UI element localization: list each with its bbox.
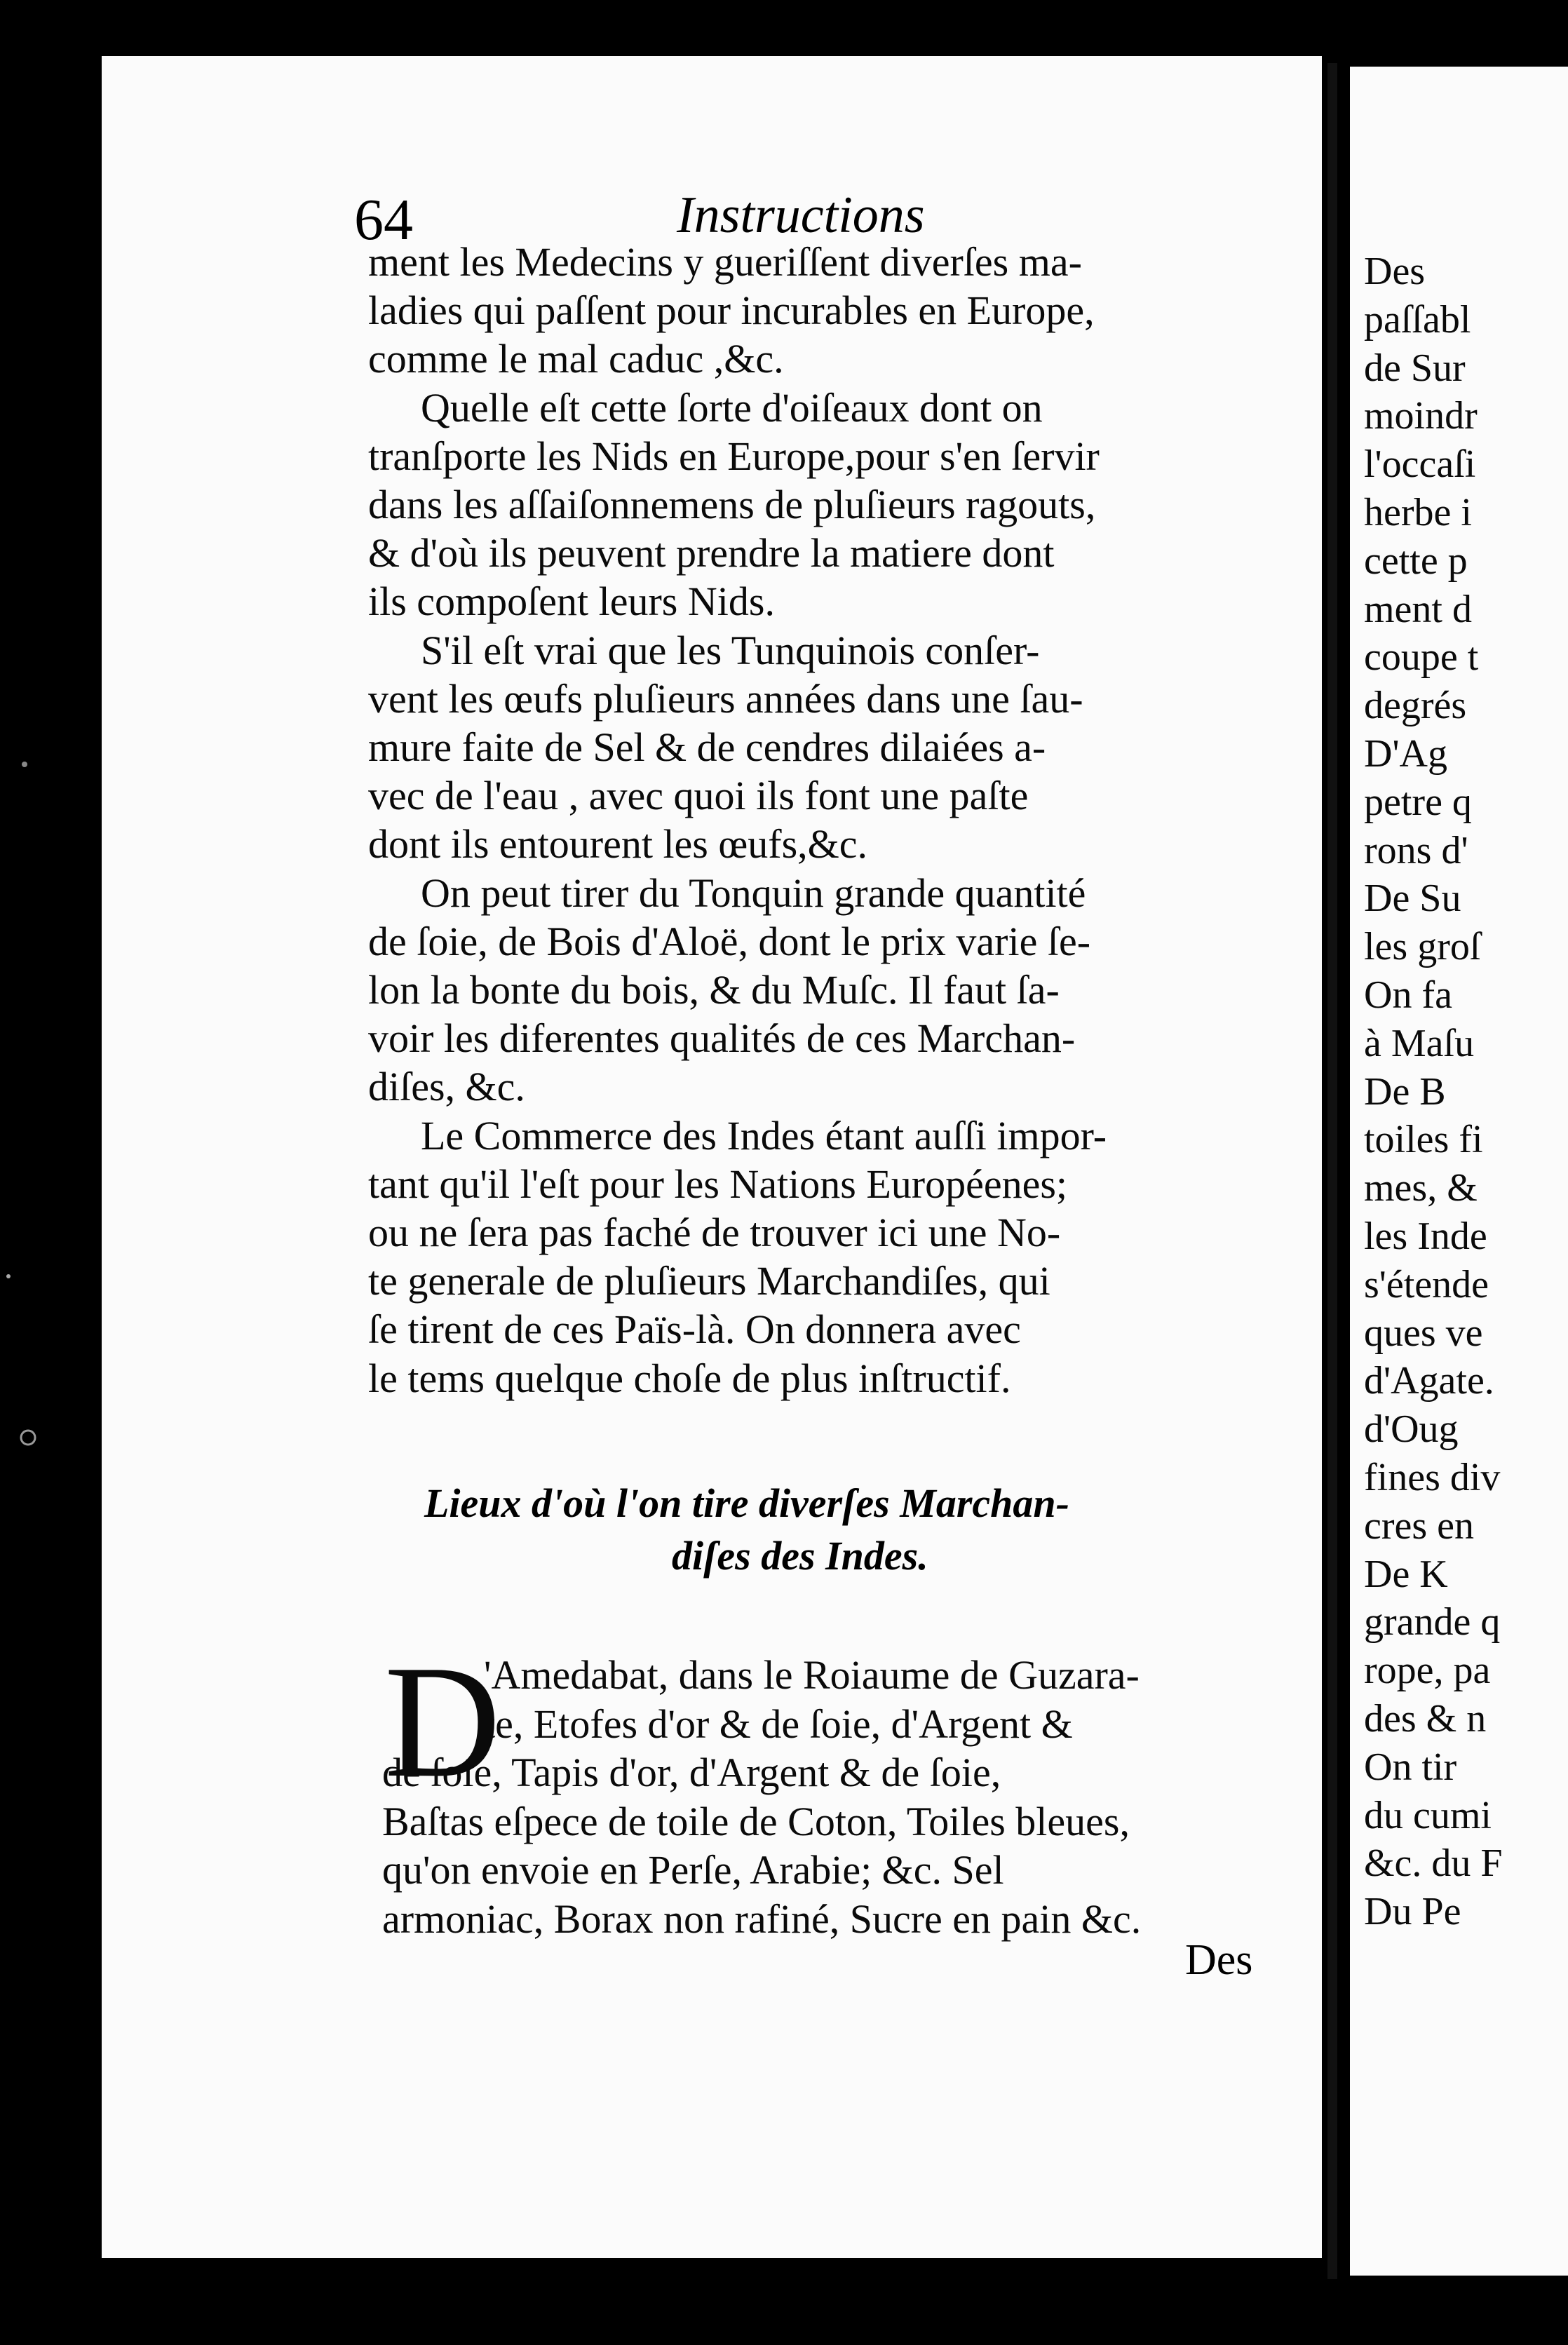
body-line: ils compoſent leurs Nids. (368, 579, 775, 625)
body-line: comme le mal caduc ,&c. (368, 336, 784, 382)
body-line: dans les aſſaiſonnemens de pluſieurs ragouts, (368, 482, 1096, 527)
right-page-line: &c. du F (1364, 1841, 1503, 1886)
right-page-line: du cumi (1364, 1793, 1492, 1837)
page-number: 64 (354, 187, 413, 252)
entry-line: te, Etofes d'or & de ſoie, d'Argent & (484, 1701, 1073, 1747)
right-page-line: les groſ (1364, 925, 1481, 969)
right-page-line: grande q (1364, 1600, 1501, 1644)
right-page-line: fines div (1364, 1456, 1501, 1499)
right-page-line: Du Pe (1364, 1890, 1461, 1934)
body-line: lon la bonte du bois, & du Muſc. Il faut ſa- (368, 967, 1060, 1013)
right-page-line: rons d' (1364, 828, 1468, 872)
right-page-line: s'étende (1364, 1262, 1489, 1306)
right-page-line: ques ve (1364, 1311, 1483, 1355)
right-page-line: On tir (1364, 1745, 1457, 1789)
right-page-line: coupe t (1364, 635, 1479, 680)
body-line: tranſporte les Nids en Europe,pour s'en ſervir (368, 433, 1100, 479)
right-page-line: De K (1364, 1552, 1448, 1596)
right-page-line: des & n (1364, 1697, 1487, 1741)
body-line: de ſoie, de Bois d'Aloë, dont le prix varie ſe- (368, 918, 1091, 964)
running-head: Instructions (677, 187, 925, 244)
right-page-line: les Inde (1364, 1215, 1487, 1258)
entry-line: Baſtas eſpece de toile de Coton, Toiles bleues, (382, 1798, 1130, 1844)
entry-line: de ſoie, Tapis d'or, d'Argent & de ſoie, (382, 1750, 1001, 1795)
right-page-line: rope, pa (1364, 1649, 1491, 1693)
body-line: mure faite de Sel & de cendres dilaiées a- (368, 724, 1046, 770)
body-line: voir les diferentes qualités de ces Marchan- (368, 1015, 1076, 1062)
body-line: On peut tirer du Tonquin grande quantité (421, 870, 1086, 916)
right-page-line: l'occaſi (1364, 442, 1476, 487)
right-page-line: De Su (1364, 877, 1461, 921)
body-line: Le Commerce des Indes étant auſſi impor- (421, 1112, 1107, 1158)
body-line: ment les Medecins y gueriſſent diverſes ma- (368, 239, 1082, 285)
body-line: Quelle eſt cette ſorte d'oiſeaux dont on (421, 384, 1043, 431)
body-line: dont ils entourent les œufs,&c. (368, 821, 868, 867)
right-page-line: petre q (1364, 780, 1472, 824)
body-line: ſe tirent de ces Païs-là. On donnera avec (368, 1306, 1021, 1353)
body-line: vec de l'eau , avec quoi ils font une paſte (368, 773, 1029, 819)
body-line: le tems quelque choſe de plus inſtructif. (368, 1355, 1011, 1401)
right-page-line: d'Agate. (1364, 1359, 1494, 1403)
right-page-line: degrés (1364, 684, 1467, 728)
right-page-line: cres en (1364, 1503, 1475, 1548)
entry-line: qu'on envoie en Perſe, Arabie; &c. Sel (382, 1847, 1004, 1893)
right-page-line: On fa (1364, 973, 1452, 1017)
drop-cap: D (384, 1632, 501, 1811)
right-page-line: de Sur (1364, 346, 1466, 390)
right-page (1350, 67, 1568, 2276)
right-page-line: De B (1364, 1069, 1446, 1114)
body-line: & d'où ils peuvent prendre la matiere dont (368, 530, 1055, 576)
body-line: S'il eſt vrai que les Tunquinois conſer- (421, 627, 1040, 673)
body-line: diſes, &c. (368, 1064, 525, 1110)
entry-line: armoniac, Borax non rafiné, Sucre en pain &c. (382, 1895, 1142, 1942)
right-page-line: mes, & (1364, 1166, 1478, 1210)
right-page-line: cette p (1364, 539, 1468, 583)
right-page-line: ment d (1364, 587, 1472, 631)
right-page-line: paſſabl (1364, 297, 1471, 342)
right-page-line: moindr (1364, 394, 1478, 438)
entry-line: 'Amedabat, dans le Roiaume de Guzara- (484, 1652, 1140, 1698)
right-page-line: D'Ag (1364, 732, 1447, 776)
body-line: ladies qui paſſent pour incurables en Europe, (368, 288, 1095, 334)
body-line: vent les œufs pluſieurs années dans une ſau- (368, 675, 1083, 722)
right-page-line: herbe i (1364, 491, 1472, 534)
right-page-line: à Maſu (1364, 1021, 1475, 1065)
right-page-line: Des (1364, 250, 1426, 293)
body-line: te generale de pluſieurs Marchandiſes, qui (368, 1258, 1050, 1304)
body-line: tant qu'il l'eſt pour les Nations Européenes; (368, 1161, 1068, 1207)
section-title-line-1: Lieux d'où l'on tire diverſes Marchan- (424, 1480, 1069, 1526)
catchword: Des (1185, 1936, 1253, 1984)
right-page-line: d'Oug (1364, 1407, 1459, 1452)
section-title-line-2: diſes des Indes. (672, 1533, 928, 1579)
body-line: ou ne ſera pas faché de trouver ici une No- (368, 1210, 1061, 1255)
right-page-line: toiles fi (1364, 1118, 1483, 1162)
